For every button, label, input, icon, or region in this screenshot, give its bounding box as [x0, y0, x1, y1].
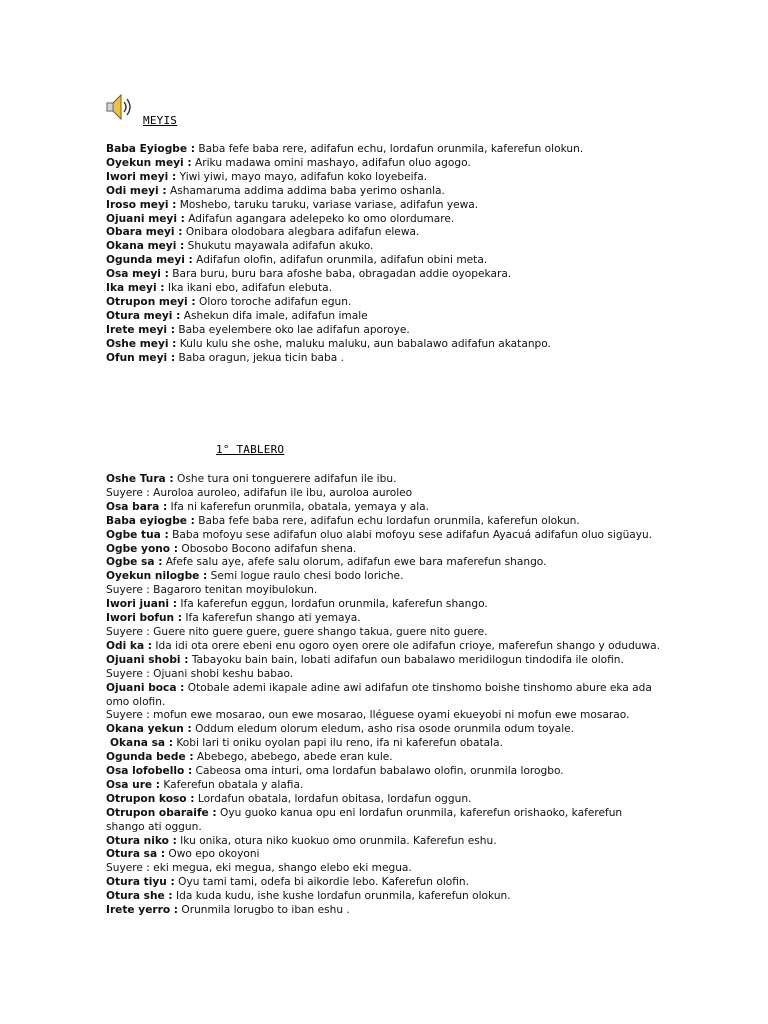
text-line — [106, 240, 662, 254]
text-line — [106, 226, 662, 240]
line-term: Otrupon koso : — [106, 792, 195, 805]
line-term: Otrupon meyi : — [106, 295, 196, 308]
text-line — [106, 473, 662, 487]
text-line — [106, 626, 662, 640]
line-term: Ojuani boca : — [106, 681, 185, 694]
line-term: Ogbe tua : — [106, 528, 169, 541]
text-line — [106, 709, 662, 723]
text-line — [106, 529, 662, 543]
line-term: Irete meyi : — [106, 323, 175, 336]
section-title-meyis: MEYIS — [143, 114, 178, 127]
line-text: Obosobo Bocono adifafun shena. — [177, 542, 357, 555]
line-text: Suyere : Ojuani shobi keshu babao. — [106, 667, 294, 680]
line-text: Baba fefe baba rere, adifafun echu, lordafun orunmila, kaferefun olokun. — [194, 143, 584, 155]
text-line — [106, 835, 662, 849]
text-line — [106, 723, 662, 737]
line-term: Iwori juani : — [106, 598, 177, 611]
line-text: Ifa ni kaferefun orunmila, obatala, yemaya y ala. — [167, 500, 430, 513]
text-line — [106, 751, 662, 765]
line-term: Osa bara : — [106, 500, 168, 513]
tablero-list — [106, 473, 662, 918]
line-term: Osa meyi : — [106, 268, 169, 281]
text-line — [106, 612, 662, 626]
line-term: Otrupon obaraife : — [106, 806, 217, 819]
line-text: Lordafun obatala, lordafun obitasa, lordafun oggun. — [194, 792, 472, 805]
text-line — [106, 793, 662, 807]
text-line — [106, 352, 662, 366]
line-term: Otura meyi : — [106, 309, 181, 322]
line-text: Oloro toroche adifafun egun. — [195, 295, 352, 308]
text-line — [106, 296, 662, 310]
text-line — [106, 737, 662, 751]
text-line — [106, 185, 662, 199]
text-line — [106, 654, 662, 668]
text-line — [106, 171, 662, 185]
text-line — [106, 338, 662, 352]
text-line — [106, 310, 662, 324]
line-term: Oyekun nilogbe : — [106, 570, 208, 583]
text-line — [106, 199, 662, 213]
line-term: Baba Eyiogbe : — [106, 143, 195, 155]
text-line — [106, 543, 662, 557]
line-text: Oyu guoko kanua opu eni lordafun orunmila, kaferefun orishaoko, kaferefun shango ati oggun. — [106, 806, 623, 833]
line-text: Kulu kulu she oshe, maluku maluku, aun babalawo adifafun akatanpo. — [176, 337, 551, 350]
text-line — [106, 598, 662, 612]
line-text: Suyere : Guere nito guere guere, guere shango takua, guere nito guere. — [106, 625, 488, 638]
line-text: Suyere : Bagaroro tenitan moyibulokun. — [106, 584, 318, 597]
text-line — [106, 584, 662, 598]
text-line — [106, 487, 662, 501]
line-text: Orunmila lorugbo to iban eshu . — [178, 904, 350, 917]
line-text: Suyere : eki megua, eki megua, shango elebo eki megua. — [106, 862, 412, 875]
line-text: Oyu tami tami, odefa bi aikordie lebo. Kaferefun olofin. — [174, 876, 470, 889]
line-text: Oddum eledum olorum eledum, asho risa osode orunmila odum toyale. — [191, 723, 575, 736]
line-term: Iwori bofun : — [106, 612, 183, 625]
line-term: Ogunda bede : — [106, 751, 194, 764]
line-term: Oshe Tura : — [106, 473, 174, 485]
line-text: Baba oragun, jekua ticin baba . — [175, 351, 344, 364]
line-term: Ogunda meyi : — [106, 254, 193, 267]
text-line — [106, 640, 662, 654]
line-text: Tabayoku bain bain, lobati adifafun oun babalawo meridilogun tindodifa ile olofin. — [188, 653, 624, 666]
text-line — [106, 556, 662, 570]
line-term: Odi meyi : — [106, 184, 167, 197]
text-line — [106, 157, 662, 171]
line-text: Moshebo, taruku taruku, variase variase, adifafun yewa. — [176, 198, 479, 211]
line-term: Otura niko : — [106, 834, 177, 847]
line-term: Osa lofobello : — [106, 765, 193, 778]
line-text: Owo epo okoyoni — [165, 848, 260, 861]
line-term: Ogbe sa : — [106, 556, 163, 569]
line-term: Ogbe yono : — [106, 542, 178, 555]
text-line — [106, 501, 662, 515]
line-text: Kobi lari ti oniku oyolan papi ilu reno, ifa ni kaferefun obatala. — [172, 737, 503, 750]
text-line — [106, 876, 662, 890]
line-text: Otobale ademi ikapale adine awi adifafun ote tinshomo boishe tinshomo abure eka ada omo olofin. — [106, 681, 652, 708]
text-line — [106, 282, 662, 296]
text-line — [106, 904, 662, 918]
text-line — [106, 862, 662, 876]
line-text: Adifafun agangara adelepeko ko omo olordumare. — [184, 212, 455, 225]
line-term: Irete yerro : — [106, 904, 179, 917]
line-text: Baba fefe baba rere, adifafun echu lordafun orunmila, kaferefun olokun. — [194, 514, 580, 527]
text-line — [106, 779, 662, 793]
line-term: Iroso meyi : — [106, 198, 177, 211]
line-term: Ofun meyi : — [106, 351, 176, 364]
line-text: Afefe salu aye, afefe salu olorum, adifafun ewe bara maferefun shango. — [162, 556, 547, 569]
line-text: Yiwi yiwi, mayo mayo, adifafun koko loyebeifa. — [176, 170, 428, 183]
text-line — [106, 143, 662, 157]
line-term: Oshe meyi : — [106, 337, 177, 350]
line-term: Okana yekun : — [106, 723, 192, 736]
text-line — [106, 570, 662, 584]
meyis-list — [106, 143, 662, 366]
line-term: Ika meyi : — [106, 282, 165, 295]
line-term: Otura she : — [106, 890, 173, 903]
text-line — [106, 848, 662, 862]
line-text: Ashamaruma addima addima baba yerimo oshanla. — [166, 184, 445, 197]
line-text: Bara buru, buru bara afoshe baba, obragadan addie oyopekara. — [168, 268, 512, 281]
line-term: Okana meyi : — [106, 240, 185, 253]
line-term: Osa ure : — [106, 778, 161, 791]
section-title-tablero: 1° TABLERO — [216, 443, 285, 456]
line-text: Suyere : mofun ewe mosarao, oun ewe mosarao, lléguese oyami ekueyobi ni mofun ewe mosarao. — [106, 709, 630, 722]
line-term: Otura tiyu : — [106, 876, 175, 889]
line-term: Obara meyi : — [106, 226, 183, 239]
text-line — [106, 213, 662, 227]
text-line — [106, 890, 662, 904]
line-term: Odi ka : — [106, 639, 153, 652]
line-term: Baba eyiogbe : — [106, 514, 195, 527]
text-line — [106, 515, 662, 529]
line-text: Semi logue raulo chesi bodo loriche. — [207, 570, 404, 583]
speaker-icon[interactable] — [103, 90, 135, 124]
line-text: Ida idi ota orere ebeni enu ogoro oyen orere ole adifafun crioye, maferefun shango y oduduwa. — [152, 639, 661, 652]
line-term: Ojuani shobi : — [106, 653, 189, 666]
text-line — [106, 807, 662, 835]
line-text: Ida kuda kudu, ishe kushe lordafun orunmila, kaferefun olokun. — [172, 890, 511, 903]
line-text: Cabeosa oma inturi, oma lordafun babalawo olofin, orunmila lorogbo. — [192, 765, 564, 778]
line-term: Oyekun meyi : — [106, 156, 192, 169]
line-text: Ariku madawa omini mashayo, adifafun oluo agogo. — [191, 156, 471, 169]
text-line — [106, 682, 662, 710]
line-term: Okana sa : — [110, 737, 173, 750]
text-line — [106, 254, 662, 268]
line-text: Ifa kaferefun eggun, lordafun orunmila, kaferefun shango. — [176, 598, 488, 611]
line-text: Abebego, abebego, abede eran kule. — [193, 751, 393, 764]
line-text: Baba mofoyu sese adifafun oluo alabi mofoyu sese adifafun Ayacuá adifafun oluo sigüayu. — [168, 528, 653, 541]
line-text: Onibara olodobara alegbara adifafun elewa. — [182, 226, 420, 239]
text-line — [106, 765, 662, 779]
line-term: Otura sa : — [106, 848, 166, 861]
text-line — [106, 668, 662, 682]
line-text: Ika ikani ebo, adifafun elebuta. — [164, 282, 333, 295]
line-text: Adifafun olofin, adifafun orunmila, adifafun obini meta. — [192, 254, 488, 267]
line-term: Ojuani meyi : — [106, 212, 185, 225]
line-text: Kaferefun obatala y alafia. — [160, 778, 304, 791]
line-text: Ashekun difa imale, adifafun imale — [180, 309, 368, 322]
text-line — [106, 324, 662, 338]
line-text: Shukutu mayawala adifafun akuko. — [184, 240, 374, 253]
line-text: Oshe tura oni tonguerere adifafun ile ibu. — [173, 473, 397, 485]
line-text: Iku onika, otura niko kuokuo omo orunmila. Kaferefun eshu. — [176, 834, 497, 847]
line-term: Iwori meyi : — [106, 170, 177, 183]
line-text: Suyere : Auroloa auroleo, adifafun ile ibu, auroloa auroleo — [106, 486, 413, 499]
text-line — [106, 268, 662, 282]
line-text: Baba eyelembere oko lae adifafun aporoye. — [174, 323, 410, 336]
line-text: Ifa kaferefun shango ati yemaya. — [182, 612, 361, 625]
